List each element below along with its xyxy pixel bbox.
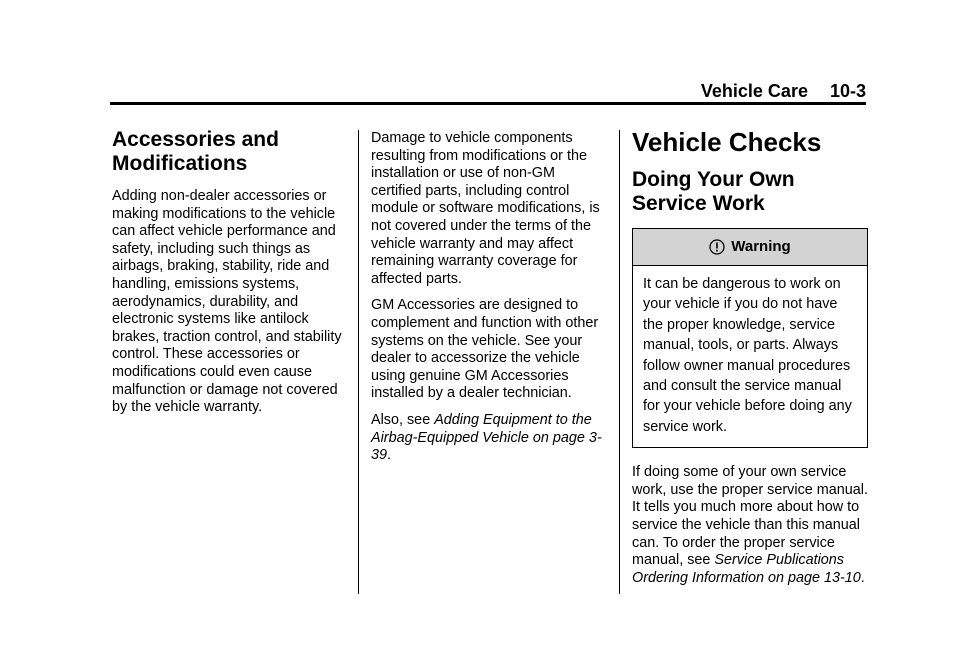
section-heading-service-work xyxy=(632,168,868,216)
header-rule xyxy=(110,102,866,105)
column-divider xyxy=(619,130,620,594)
section-heading-accessories xyxy=(112,128,347,176)
see-suffix: . xyxy=(387,447,392,464)
cross-reference-link[interactable]: Service Publications Ordering Information on page 13-10 xyxy=(632,552,861,586)
damage-paragraph: Damage to vehicle components resulting from modifications or the installation or use of non-GM certified parts, including control module or software modifications, is not covered under the terms of the vehicle warranty and may affect remaining warranty coverage for affected parts. xyxy=(371,130,600,287)
heading-line: Accessories and xyxy=(112,128,279,151)
column-divider xyxy=(358,130,359,594)
warning-text: It can be dangerous to work on your vehicle if you do not have the proper knowledge, service manual, tools, or parts. Always follow owner manual procedures and consult the service manual for your vehicle before doing any service work. xyxy=(643,276,852,435)
header-page-number: 10-3 xyxy=(829,81,866,101)
service-manual-paragraph xyxy=(632,464,868,587)
page-header xyxy=(110,81,866,102)
header-section-title: Vehicle Care xyxy=(700,81,808,101)
warning-label: Warning xyxy=(731,238,791,256)
column-left xyxy=(112,128,347,426)
accessories-paragraph: Adding non-dealer accessories or making modifications to the vehicle can affect vehicle performance and safety, including such things as airbags, braking, stability, ride and handling, emissions systems, aerodynamics, durability, and electronic systems like antilock brakes, traction control, and stability control. These accessories or modifications could even cause malfunction or damage not covered by the vehicle warranty. xyxy=(112,188,342,416)
paragraph-prefix: If doing some of your own service work, use the proper service manual. It tells you much more about how to service the vehicle than this manual can. To order the proper service manual, see xyxy=(632,464,868,569)
see-also-paragraph xyxy=(371,412,606,465)
gm-accessories-paragraph: GM Accessories are designed to complement and function with other systems on the vehicle. See your dealer to accessorize the vehicle using genuine GM Accessories installed by a dealer technician. xyxy=(371,297,599,402)
column-right xyxy=(632,128,868,596)
chapter-title: Vehicle Checks xyxy=(632,127,822,157)
heading-line: Modifications xyxy=(112,152,248,175)
heading-line: Service Work xyxy=(632,192,765,215)
column-middle xyxy=(371,130,606,474)
heading-line: Doing Your Own xyxy=(632,168,795,191)
cross-reference-link[interactable]: Adding Equipment to the Airbag-Equipped Vehicle on page 3-39 xyxy=(371,411,602,464)
paragraph-suffix: . xyxy=(860,569,865,586)
see-prefix: Also, see xyxy=(371,411,435,428)
warning-icon xyxy=(709,239,725,255)
warning-header xyxy=(633,229,867,266)
warning-box xyxy=(632,228,868,448)
